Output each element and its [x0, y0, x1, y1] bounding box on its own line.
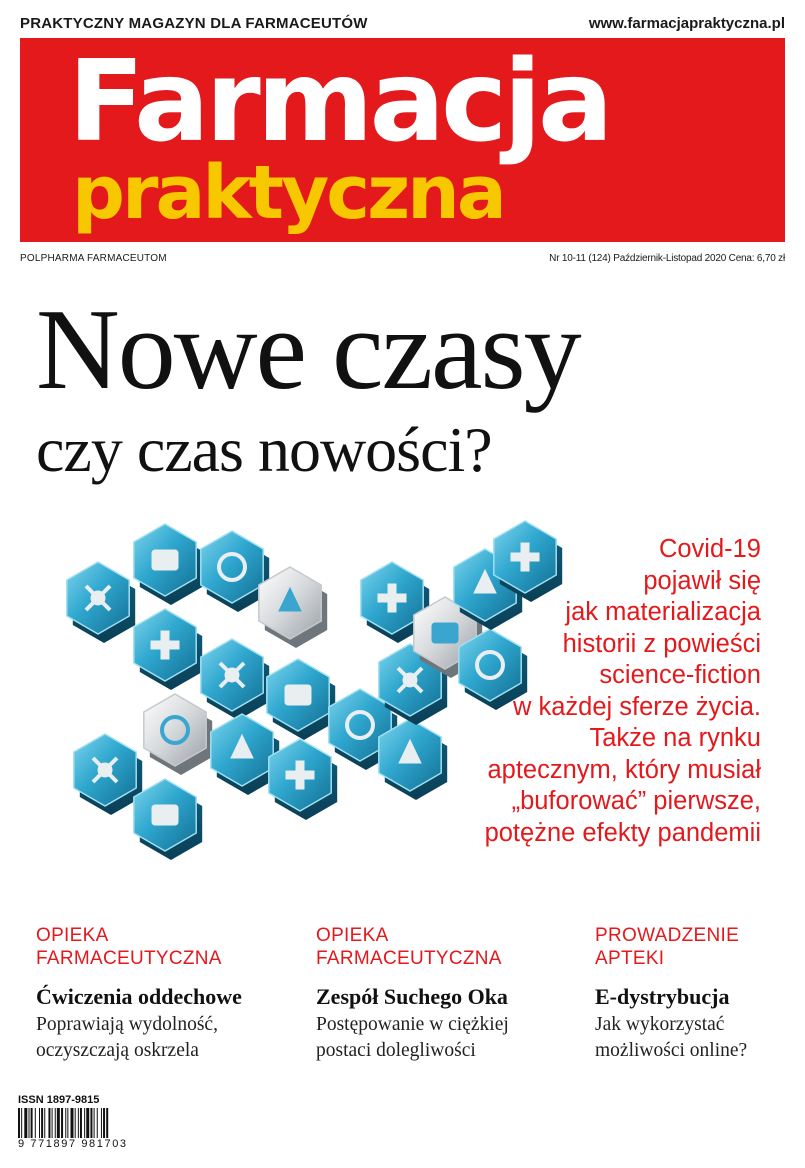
- feature-title: Zespół Suchego Oka: [316, 984, 508, 1009]
- feature-teasers: [36, 924, 776, 1074]
- pills-icon: [134, 609, 202, 690]
- feature-description: Jak wykorzystać możliwości online?: [595, 1014, 748, 1061]
- masthead: [20, 38, 785, 242]
- issue-info: Nr 10-11 (124) Październik-Listopad 2020 Cena: 6,70 zł: [549, 252, 785, 264]
- masthead-title: Farmacja: [68, 38, 610, 167]
- heart-shield-icon: [259, 567, 327, 648]
- cover-lede: [431, 534, 761, 849]
- magazine-tagline: PRAKTYCZNY MAGAZYN DLA FARMACEUTÓW: [20, 14, 368, 32]
- barcode-digits: 9 771897 981703: [18, 1138, 128, 1150]
- molecule-icon: [67, 562, 135, 643]
- feature-category: OPIEKA FARMACEUTYCZNA: [316, 925, 502, 969]
- eye-icon: [134, 779, 202, 860]
- lede-line: science-fiction: [599, 661, 761, 689]
- lede-line: „buforować” pierwsze,: [511, 787, 761, 815]
- lede-line: historii z powieści: [562, 629, 761, 658]
- microscope-icon: [134, 524, 202, 605]
- feature-description: Poprawiają wydolność, oczyszczają oskrzela: [36, 1014, 218, 1061]
- first-aid-kit-icon: [144, 694, 212, 775]
- feature-teaser-3[interactable]: [595, 924, 747, 1064]
- lede-line: w każdej sferze życia.: [512, 692, 761, 721]
- website-link[interactable]: www.farmacjapraktyczna.pl: [588, 14, 785, 32]
- publisher-label: POLPHARMA FARMACEUTOM: [20, 252, 167, 264]
- lede-line: Także na rynku: [589, 724, 761, 752]
- syringe-icon: [267, 659, 335, 740]
- cover-subheadline: czy czas nowości?: [36, 414, 492, 485]
- wheelchair-icon: [74, 734, 142, 815]
- feature-description: Postępowanie w ciężkiej postaci dolegliwości: [316, 1014, 509, 1061]
- lede-line: jak materializacja: [565, 598, 761, 626]
- doctor-icon: [201, 639, 269, 720]
- masthead-subtitle: praktyczna: [72, 150, 504, 236]
- issn-label: ISSN 1897-9815: [18, 1094, 100, 1106]
- lede-line: pojawił się: [643, 566, 761, 595]
- feature-title: Ćwiczenia oddechowe: [36, 984, 242, 1009]
- lede-line: potężne efekty pandemii: [484, 818, 761, 847]
- feature-teaser-1[interactable]: [36, 924, 242, 1064]
- feature-category: OPIEKA FARMACEUTYCZNA: [36, 925, 222, 969]
- feature-teaser-2[interactable]: [316, 924, 509, 1064]
- lede-line: Covid-19: [658, 535, 761, 563]
- lede-line: aptecznym, który musiał: [487, 755, 761, 784]
- top-bar: [20, 12, 785, 34]
- feature-title: E-dystrybucja: [595, 984, 730, 1009]
- feature-category: PROWADZENIE APTEKI: [595, 925, 740, 969]
- barcode-block: [18, 1094, 148, 1150]
- barcode-icon: [18, 1108, 142, 1138]
- cover-headline: Nowe czasy: [36, 286, 580, 414]
- clipboard-icon: [269, 739, 337, 820]
- issue-bar: [20, 250, 785, 266]
